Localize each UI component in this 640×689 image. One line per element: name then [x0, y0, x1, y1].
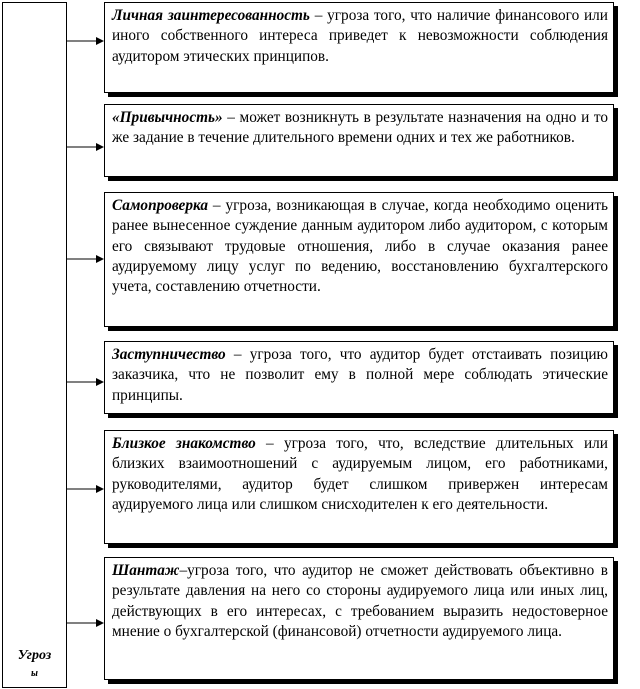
root-label-text: Угроз: [17, 648, 52, 663]
threat-description: – угроза того, что, вследствие длительных или близких взаимоотношений с аудируемым лицом, его работниками, руководителями, аудитор будет слишком привержен интересам аудируемого лица или слишком снисходителен к его деятельности.: [112, 435, 608, 513]
threat-description: –угроза того, что аудитор не сможет действовать объективно в результате давления на него со стороны аудируемого лица или иных лиц, действующих в его интересах, с требованием выразить недостоверное мнение о бухгалтерской (финансовой) отчетности аудируемого лица.: [112, 562, 608, 640]
threat-term: Шантаж: [112, 562, 180, 579]
threat-term: Самопроверка: [112, 197, 208, 214]
root-label-cont: ы: [31, 668, 38, 679]
threat-description: – угроза того, что наличие финансового или иного собственного интереса приведет к невозможности соблюдения аудитором этических принципов.: [112, 7, 608, 65]
threat-term: Заступничество: [112, 346, 226, 363]
threat-term: «Привычность»: [112, 109, 223, 126]
threat-term: Личная заинтересованность: [112, 7, 310, 24]
threat-term: Близкое знакомство: [112, 435, 256, 452]
threat-description: – может возникнуть в результате назначения на одно и то же задание в течение длительного времени одних и тех же работников.: [112, 109, 608, 147]
threat-description: – угроза, возникающая в случае, когда необходимо оценить ранее вынесенное суждение данным аудитором либо аудитором, с которым его связывают трудовые отношения, либо в случае оказания ранее аудируемому лицу услуг по ведению, восстановлению бухгалтерского учета, составлению отчетности.: [112, 197, 608, 296]
threat-description: – угроза того, что аудитор будет отстаивать позицию заказчика, что не позволит ему в полной мере соблюдать этические принципы.: [112, 346, 608, 404]
